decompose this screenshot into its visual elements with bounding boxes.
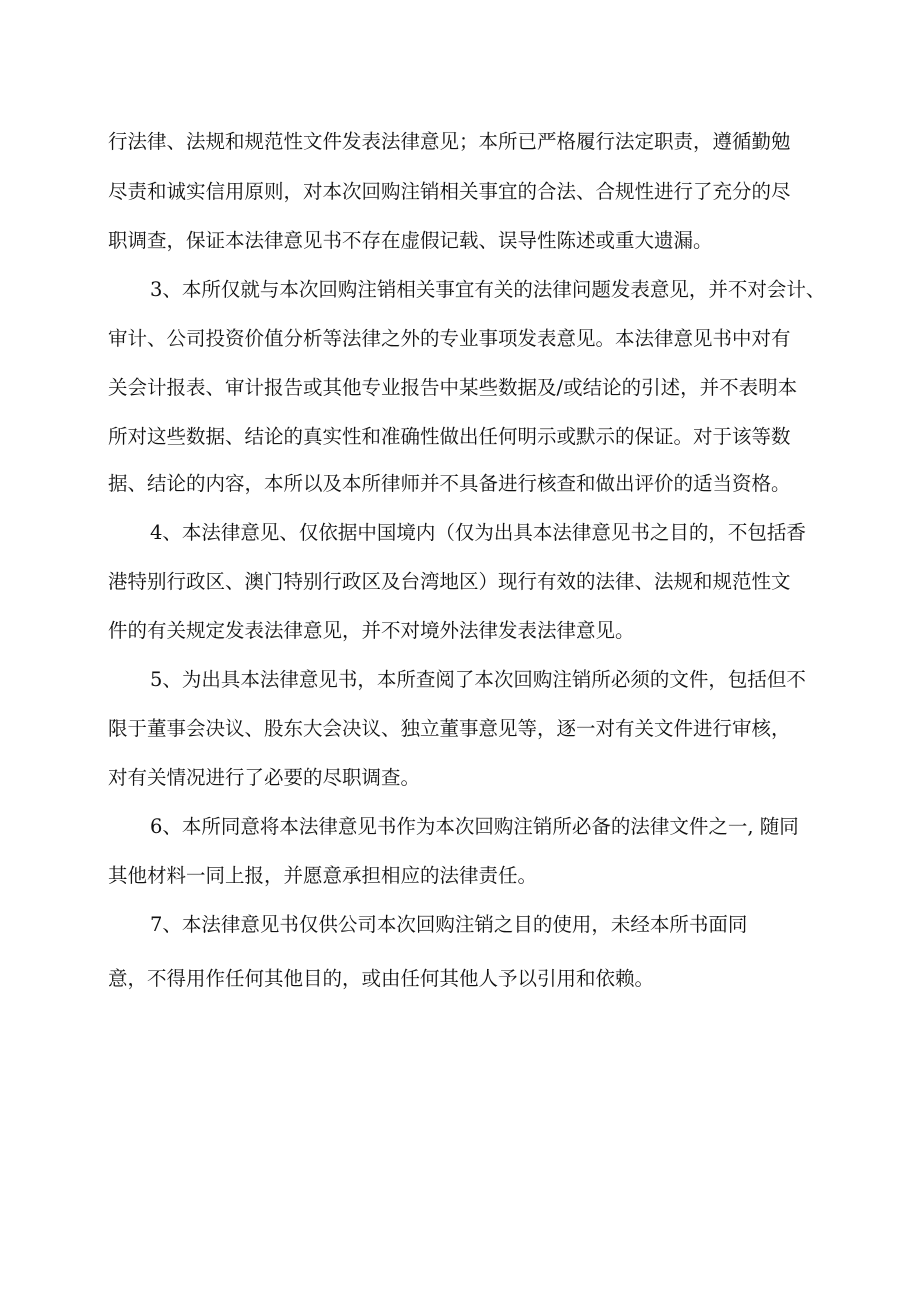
text-line-content: 其他材料一同上报，并愿意承担相应的法律责任。 xyxy=(108,864,538,887)
text-line xyxy=(108,616,920,646)
text-line-content: 港特别行政区、澳门特别行政区及台湾地区）现行有效的法律、法规和规范性文 xyxy=(108,570,791,593)
text-line xyxy=(150,910,920,940)
text-line-content: 件的有关规定发表法律意见，并不对境外法律发表法律意见。 xyxy=(108,619,635,642)
text-line-content: 据、结论的内容，本所以及本所律师并不具备进行核查和做出评价的适当资格。 xyxy=(108,472,791,495)
text-line-content: 5、为出具本法律意见书，本所查阅了本次回购注销所必须的文件，包括但不 xyxy=(150,668,806,691)
text-line xyxy=(108,422,920,452)
text-line xyxy=(150,275,920,305)
text-line-content: 6、本所同意将本法律意见书作为本次回购注销所必备的法律文件之一, 随同 xyxy=(150,815,799,838)
text-line-content: 行法律、法规和规范性文件发表法律意见；本所已严格履行法定职责，遵循勤勉 xyxy=(108,130,791,153)
text-line xyxy=(150,812,920,842)
text-line-content: 意，不得用作任何其他目的，或由任何其他人予以引用和依赖。 xyxy=(108,967,655,990)
text-line-content: 尽责和诚实信用原则，对本次回购注销相关事宜的合法、合规性进行了充分的尽 xyxy=(108,180,791,203)
text-line-content: 关会计报表、审计报告或其他专业报告中某些数据及/或结论的引述，并不表明本 xyxy=(108,376,798,399)
text-line xyxy=(108,763,920,793)
text-line xyxy=(150,518,920,548)
text-line xyxy=(150,665,920,695)
text-line xyxy=(108,469,920,499)
text-line-content: 所对这些数据、结论的真实性和准确性做出任何明示或默示的保证。对于该等数 xyxy=(108,425,791,448)
text-line xyxy=(108,226,920,256)
text-line xyxy=(108,177,920,207)
text-line-content: 3、本所仅就与本次回购注销相关事宜有关的法律问题发表意见，并不对会计、 xyxy=(150,278,826,301)
text-line-content: 7、本法律意见书仅供公司本次回购注销之目的使用，未经本所书面同 xyxy=(150,913,748,936)
text-line-content: 职调查，保证本法律意见书不存在虚假记载、误导性陈述或重大遗漏。 xyxy=(108,229,713,252)
text-line-content: 对有关情况进行了必要的尽职调查。 xyxy=(108,766,421,789)
text-line-content: 4、本法律意见、仅依据中国境内（仅为出具本法律意见书之目的，不包括香 xyxy=(150,521,806,544)
text-line xyxy=(108,373,920,403)
text-line-content: 限于董事会决议、股东大会决议、独立董事意见等，逐一对有关文件进行审核， xyxy=(108,717,791,740)
text-line xyxy=(108,324,920,354)
text-line xyxy=(108,714,920,744)
text-line-content: 审计、公司投资价值分析等法律之外的专业事项发表意见。本法律意见书中对有 xyxy=(108,327,791,350)
text-line xyxy=(108,964,920,994)
text-line xyxy=(108,127,920,157)
text-line xyxy=(108,861,920,891)
text-line xyxy=(108,567,920,597)
